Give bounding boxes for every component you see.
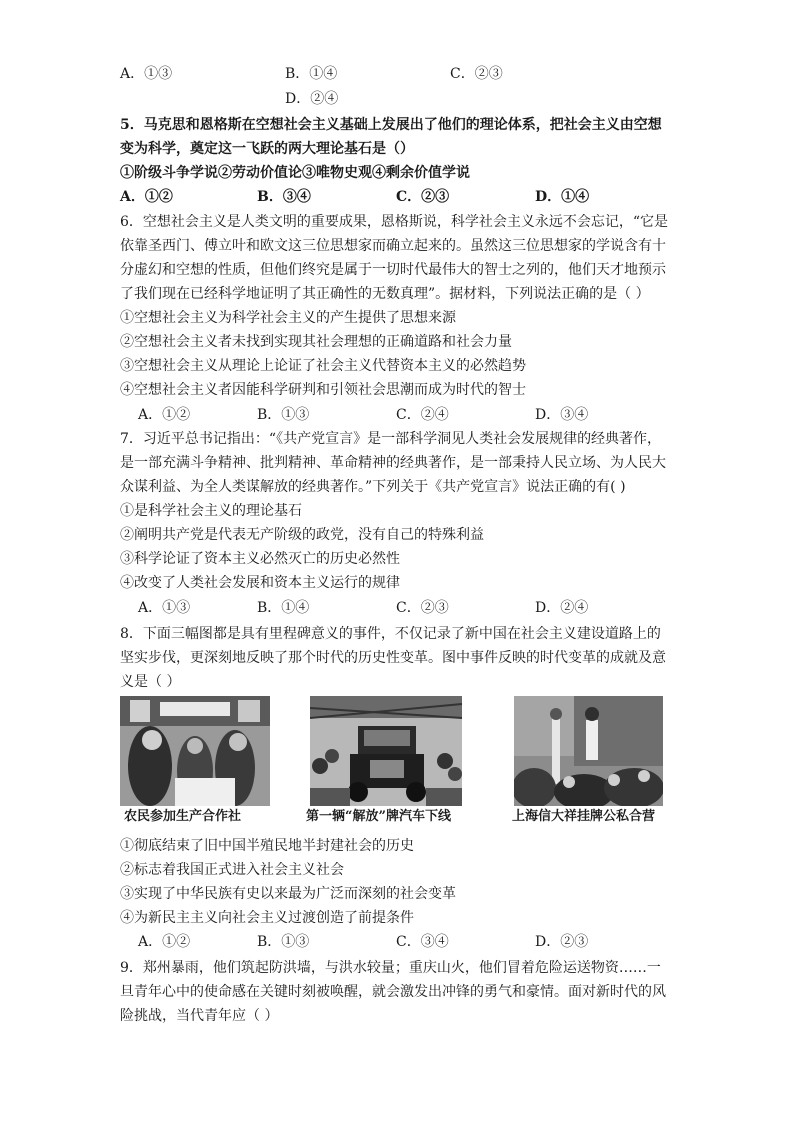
q7-choice-1: ①是科学社会主义的理论基石 bbox=[120, 503, 302, 519]
q7-stem-line-2: 是一部充满斗争精神、批判精神、革命精神的经典著作，是一部秉持人民立场、为人民大 bbox=[120, 455, 666, 471]
q8-choice-1: ①彻底结束了旧中国半殖民地半封建社会的历史 bbox=[120, 838, 414, 854]
q6-option-a: A．①② bbox=[138, 407, 191, 423]
q7-stem-line-1: 7．习近平总书记指出：“《共产党宣言》是一部科学洞见人类社会发展规律的经典著作， bbox=[120, 431, 662, 447]
q6-choice-4: ④空想社会主义者因能科学研判和引领社会思潮而成为时代的智士 bbox=[120, 382, 526, 398]
q8-stem-line-2: 坚实步伐，更深刻地反映了那个时代的历史性变革。图中事件反映的时代变革的成就及意 bbox=[120, 650, 666, 666]
q8-choice-2: ②标志着我国正式进入社会主义社会 bbox=[120, 862, 344, 878]
q5-option-d: D．①④ bbox=[535, 189, 590, 205]
q4-option-a: A．①③ bbox=[120, 66, 173, 82]
q8-option-b: B．①③ bbox=[257, 934, 310, 950]
q7-option-c: C．②③ bbox=[396, 600, 449, 616]
caption-truck: 第一辆“解放”牌汽车下线 bbox=[306, 809, 451, 824]
q7-choice-3: ③科学论证了资本主义必然灭亡的历史必然性 bbox=[120, 551, 400, 567]
q6-stem-line-4: 了我们现在已经科学地证明了其正确性的无数真理”。据材料，下列说法正确的是（ ） bbox=[120, 286, 650, 302]
q5-option-b: B．③④ bbox=[257, 189, 311, 205]
photo-cooperative-icon bbox=[120, 696, 270, 806]
q6-option-d: D．③④ bbox=[535, 407, 589, 423]
q4-option-d: D．②④ bbox=[285, 91, 339, 107]
q6-stem-line-2: 依靠圣西门、傅立叶和欧文这三位思想家而确立起来的。虽然这三位思想家的学说含有十 bbox=[120, 238, 666, 254]
q6-option-c: C．②④ bbox=[396, 407, 449, 423]
q8-stem-line-3: 义是（ ） bbox=[120, 674, 181, 690]
q7-choice-4: ④改变了人类社会发展和资本主义运行的规律 bbox=[120, 575, 400, 591]
q9-stem-line-3: 险挑战，当代青年应（ ） bbox=[120, 1008, 279, 1024]
q6-stem-line-1: 6．空想社会主义是人类文明的重要成果，恩格斯说，科学社会主义永远不会忘记，“它是 bbox=[120, 214, 669, 230]
q7-choice-2: ②阐明共产党是代表无产阶级的政党，没有自己的特殊利益 bbox=[120, 527, 484, 543]
caption-cooperative: 农民参加生产合作社 bbox=[124, 809, 242, 824]
q5-choices: ①阶级斗争学说②劳动价值论③唯物史观④剩余价值学说 bbox=[120, 165, 470, 181]
q8-option-a: A．①② bbox=[138, 934, 191, 950]
q6-choice-2: ②空想社会主义者未找到实现其社会理想的正确道路和社会力量 bbox=[120, 334, 512, 350]
q9-stem-line-1: 9．郑州暴雨，他们筑起防洪墙，与洪水较量；重庆山火，他们冒着危险运送物资……一 bbox=[120, 960, 661, 976]
q6-option-b: B．①③ bbox=[257, 407, 310, 423]
q8-stem-line-1: 8．下面三幅图都是具有里程碑意义的事件，不仅记录了新中国在社会主义建设道路上的 bbox=[120, 626, 661, 642]
q5-option-c: C．②③ bbox=[396, 189, 450, 205]
q4-option-c: C．②③ bbox=[450, 66, 503, 82]
q5-option-a: A．①② bbox=[120, 189, 173, 205]
q7-option-b: B．①④ bbox=[257, 600, 310, 616]
q9-stem-line-2: 旦青年心中的使命感在关键时刻被唤醒，就会激发出冲锋的勇气和豪情。面对新时代的风 bbox=[120, 984, 666, 1000]
q7-option-d: D．②④ bbox=[535, 600, 589, 616]
caption-ceremony: 上海信大祥挂牌公私合营 bbox=[512, 809, 656, 824]
q4-option-b: B．①④ bbox=[285, 66, 338, 82]
q6-stem-line-3: 分虚幻和空想的性质，但他们终究是属于一切时代最伟大的智士之列的，他们天才地预示 bbox=[120, 262, 666, 278]
photo-ceremony-icon bbox=[514, 696, 663, 806]
q8-choice-4: ④为新民主主义向社会主义过渡创造了前提条件 bbox=[120, 910, 414, 926]
q8-option-d: D．②③ bbox=[535, 934, 589, 950]
q8-choice-3: ③实现了中华民族有史以来最为广泛而深刻的社会变革 bbox=[120, 886, 456, 902]
q7-stem-line-3: 众谋利益、为全人类谋解放的经典著作。”下列关于《共产党宣言》说法正确的有( ) bbox=[120, 479, 626, 495]
q5-stem-line-1: 5．马克思和恩格斯在空想社会主义基础上发展出了他们的理论体系，把社会主义由空想 bbox=[120, 117, 662, 133]
photo-truck-icon bbox=[310, 696, 462, 806]
q6-choice-1: ①空想社会主义为科学社会主义的产生提供了思想来源 bbox=[120, 310, 456, 326]
q7-option-a: A．①③ bbox=[138, 600, 191, 616]
q8-option-c: C．③④ bbox=[396, 934, 449, 950]
q6-choice-3: ③空想社会主义从理论上论证了社会主义代替资本主义的必然趋势 bbox=[120, 358, 526, 374]
q5-stem-line-2: 变为科学，奠定这一飞跃的两大理论基石是（） bbox=[120, 141, 414, 157]
